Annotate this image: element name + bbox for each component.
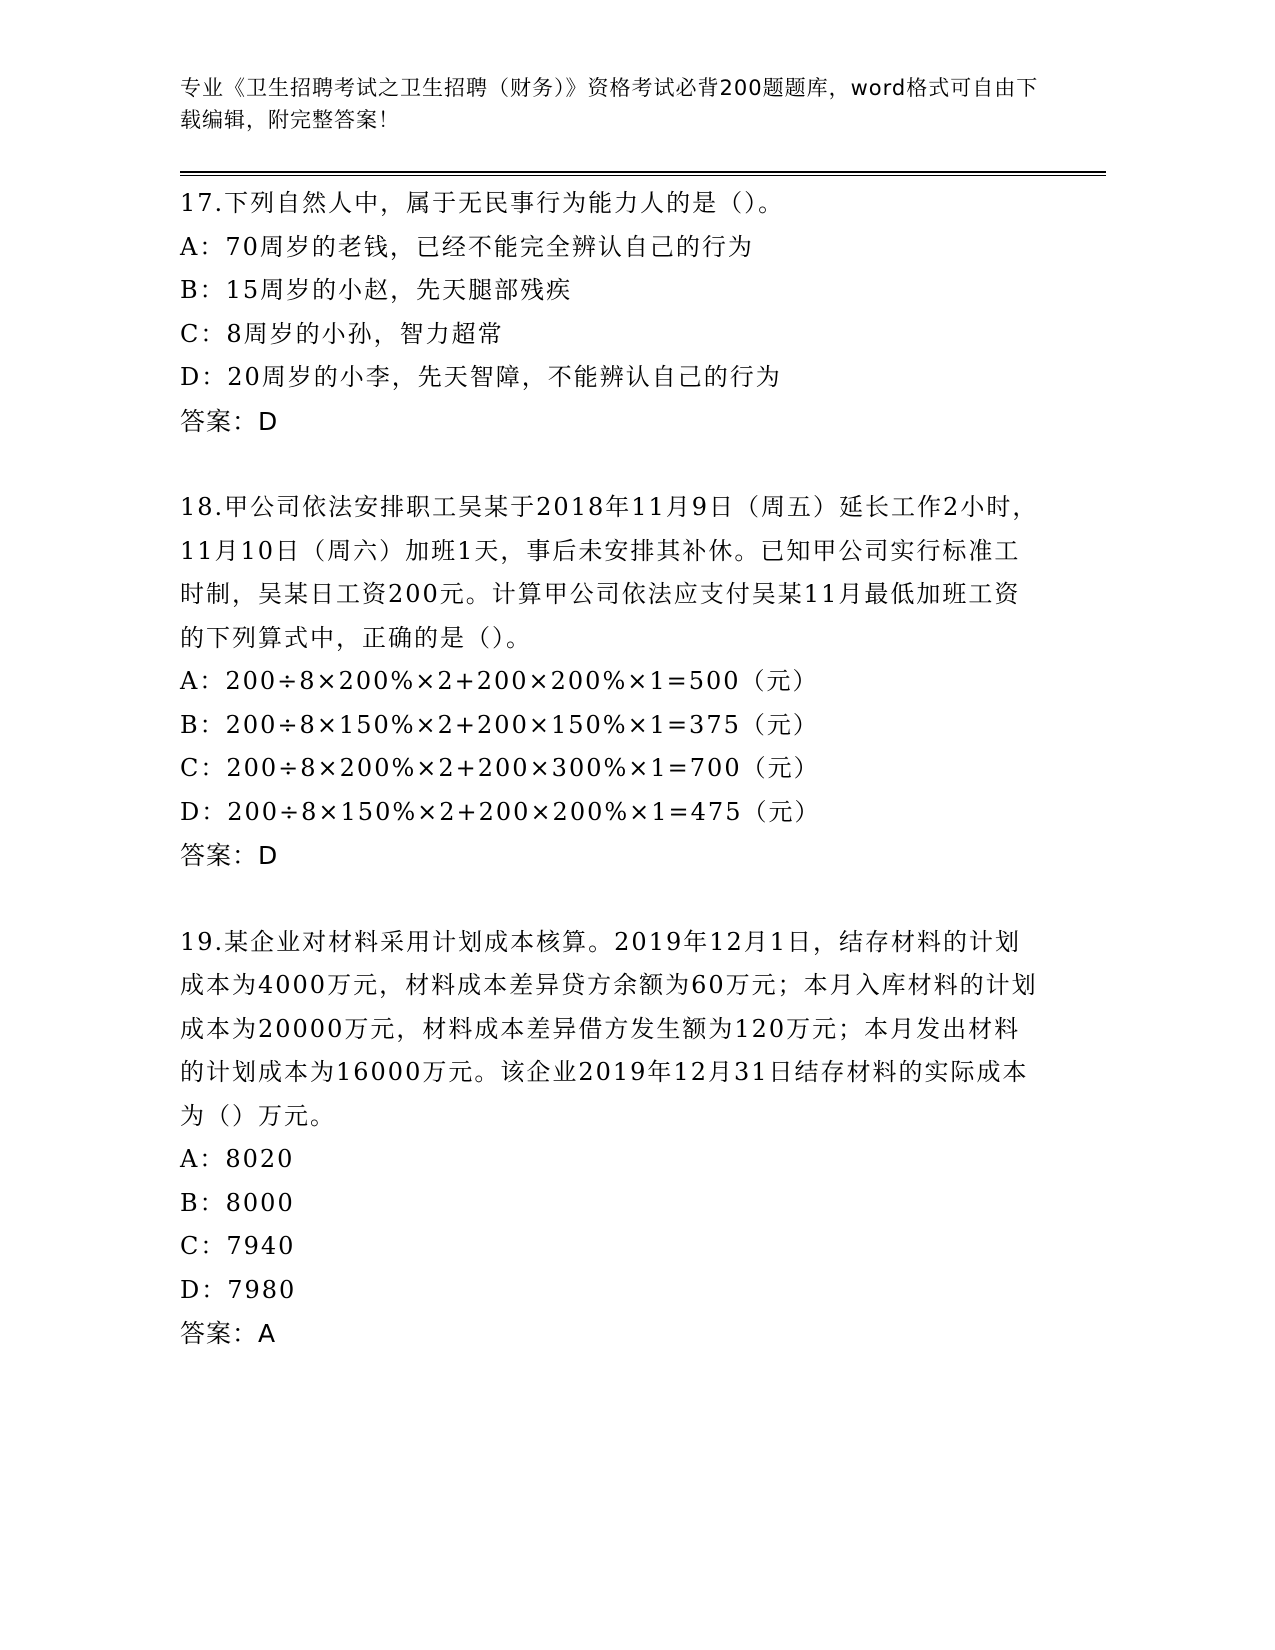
answer-line: 答案：D xyxy=(180,406,279,436)
header-divider-thick xyxy=(180,171,1106,173)
option-a: A：70周岁的老钱，已经不能完全辨认自己的行为 xyxy=(180,232,754,261)
option-b: B：8000 xyxy=(180,1188,295,1217)
answer-line: 答案：D xyxy=(180,841,279,870)
document-header: 专业《卫生招聘考试之卫生招聘（财务）》资格考试必背200题题库，word格式可自由下载编辑，附完整答案！ xyxy=(180,76,1039,132)
option-d: D：20周岁的小李，先天智障，不能辨认自己的行为 xyxy=(180,363,782,391)
option-c: C：200÷8×200%×2+200×300%×1=700（元） xyxy=(180,754,820,782)
header-divider-thin xyxy=(180,175,1106,176)
question-stem: 17.下列自然人中，属于无民事行为能力人的是（）。 xyxy=(180,189,785,217)
option-c: C：7940 xyxy=(180,1232,296,1260)
option-b: B：15周岁的小赵，先天腿部残疾 xyxy=(180,276,573,304)
answer-line: 答案：A xyxy=(180,1319,277,1348)
option-d: D：7980 xyxy=(180,1275,297,1304)
option-b: B：200÷8×150%×2+200×150%×1=375（元） xyxy=(180,710,819,739)
option-a: A：200÷8×200%×2+200×200%×1=500（元） xyxy=(180,667,819,695)
question-stem: 19.某企业对材料采用计划成本核算。2019年12月1日，结存材料的计划成本为4000万元，材料成本差异贷方余额为60万元；本月入库材料的计划成本为20000万元，材料成本差异借方发生额为120万元；本月发出材料的计划成本为16000万元。该企业2019年12月31日结存材料的实际成本为（）万元。 xyxy=(180,927,1038,1130)
question-list xyxy=(180,182,1040,1356)
option-d: D：200÷8×150%×2+200×200%×1=475（元） xyxy=(180,797,821,826)
option-c: C：8周岁的小孙，智力超常 xyxy=(180,319,504,348)
question-19 xyxy=(180,921,1040,1356)
option-a: A：8020 xyxy=(180,1145,295,1173)
question-18 xyxy=(180,486,1040,878)
question-stem: 18.甲公司依法安排职工吴某于2018年11月9日（周五）延长工作2小时，11月10日（周六）加班1天，事后未安排其补休。已知甲公司实行标准工时制，吴某日工资200元。计算甲公司依法应支付吴某11月最低加班工资的下列算式中，正确的是（）。 xyxy=(180,493,1039,652)
question-17 xyxy=(180,182,1040,443)
